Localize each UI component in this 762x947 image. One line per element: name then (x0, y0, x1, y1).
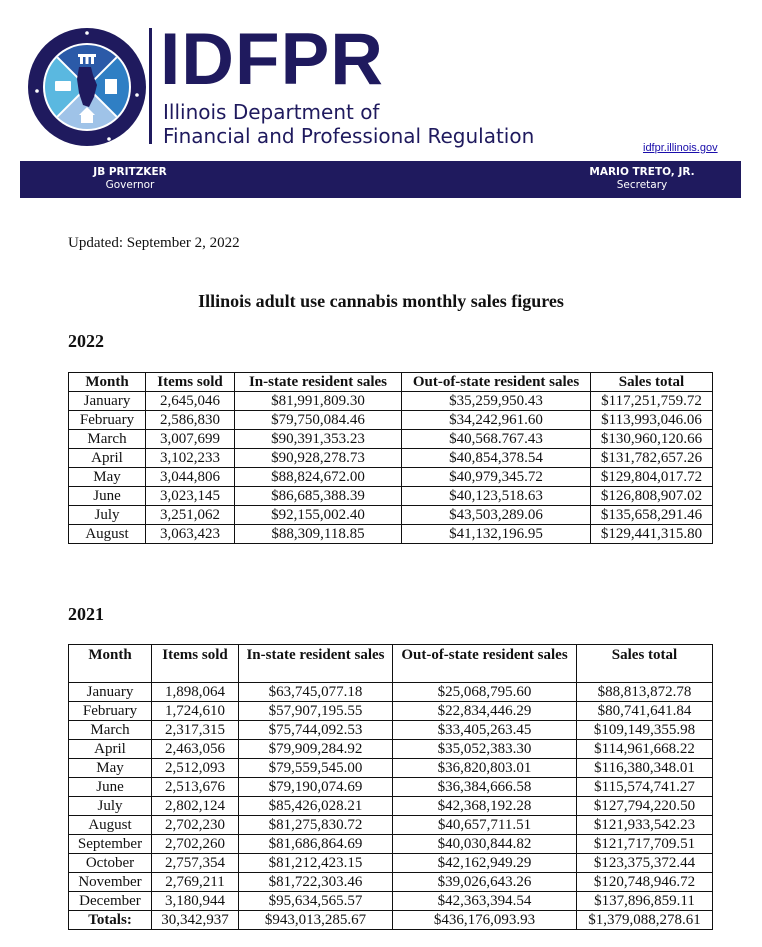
table-row (69, 468, 713, 487)
cell-items-sold: 3,007,699 (146, 430, 235, 449)
cell-sales-total: $115,574,741.27 (577, 778, 713, 797)
cell-month: March (69, 721, 152, 740)
cell-out-of-state-sales: $40,979,345.72 (402, 468, 591, 487)
idfpr-seal-logo (27, 27, 147, 147)
cell-items-sold: 3,023,145 (146, 487, 235, 506)
table-row (69, 797, 713, 816)
cell-month: January (69, 683, 152, 702)
governor-title: Governor (105, 179, 155, 191)
table-header-row (69, 373, 713, 392)
column-header-in-state-sales: In-state resident sales (235, 373, 402, 392)
cell-items-sold: 2,702,260 (152, 835, 239, 854)
cell-month: June (69, 487, 146, 506)
table-row (69, 835, 713, 854)
table-row (69, 778, 713, 797)
document-title-text: Illinois adult use cannabis monthly sales figures (198, 291, 564, 311)
sales-table-2022 (68, 372, 713, 544)
cell-items-sold: 2,757,354 (152, 854, 239, 873)
cell-month: December (69, 892, 152, 911)
cell-out-of-state-sales: $39,026,643.26 (393, 873, 577, 892)
totals-row (69, 911, 713, 930)
cell-in-state-sales: $95,634,565.57 (239, 892, 393, 911)
cell-month: October (69, 854, 152, 873)
cell-sales-total: $116,380,348.01 (577, 759, 713, 778)
cell-items-sold: 2,769,211 (152, 873, 239, 892)
cell-in-state-sales: $85,426,028.21 (239, 797, 393, 816)
cell-in-state-sales: $81,991,809.30 (235, 392, 402, 411)
table-row (69, 892, 713, 911)
cell-out-of-state-sales: $43,503,289.06 (402, 506, 591, 525)
cell-in-state-sales: $81,686,864.69 (239, 835, 393, 854)
column-header-sales-total: Sales total (591, 373, 713, 392)
cell-month: January (69, 392, 146, 411)
cell-in-state-sales: $75,744,092.53 (239, 721, 393, 740)
cell-sales-total: $123,375,372.44 (577, 854, 713, 873)
cell-items-sold: 2,513,676 (152, 778, 239, 797)
cell-items-sold: 2,463,056 (152, 740, 239, 759)
cell-sales-total: $113,993,046.06 (591, 411, 713, 430)
cell-month: February (69, 702, 152, 721)
cell-out-of-state-sales: $33,405,263.45 (393, 721, 577, 740)
cell-sales-total: $120,748,946.72 (577, 873, 713, 892)
sales-table-2021 (68, 644, 713, 930)
cell-in-state-sales: $81,275,830.72 (239, 816, 393, 835)
cell-out-of-state-sales: $42,363,394.54 (393, 892, 577, 911)
cell-month: July (69, 506, 146, 525)
column-header-out-of-state-sales: Out-of-state resident sales (393, 645, 577, 683)
cell-out-of-state-sales: $40,568.767.43 (402, 430, 591, 449)
header-divider (149, 28, 152, 144)
cell-sales-total: $137,896,859.11 (577, 892, 713, 911)
column-header-sales-total: Sales total (577, 645, 713, 683)
cell-in-state-sales: $63,745,077.18 (239, 683, 393, 702)
column-header-out-of-state-sales: Out-of-state resident sales (402, 373, 591, 392)
website-link[interactable]: idfpr.illinois.gov (643, 142, 718, 154)
table-row (69, 873, 713, 892)
column-header-items-sold: Items sold (152, 645, 239, 683)
total-in-state-sales: $943,013,285.67 (239, 911, 393, 930)
cell-items-sold: 2,702,230 (152, 816, 239, 835)
cell-in-state-sales: $79,190,074.69 (239, 778, 393, 797)
cell-sales-total: $88,813,872.78 (577, 683, 713, 702)
cell-in-state-sales: $81,722,303.46 (239, 873, 393, 892)
column-header-in-state-sales: In-state resident sales (239, 645, 393, 683)
table-row (69, 759, 713, 778)
cell-items-sold: 2,645,046 (146, 392, 235, 411)
cell-items-sold: 3,102,233 (146, 449, 235, 468)
cell-items-sold: 3,251,062 (146, 506, 235, 525)
table-row (69, 721, 713, 740)
cell-items-sold: 2,512,093 (152, 759, 239, 778)
cell-month: February (69, 411, 146, 430)
cell-items-sold: 3,180,944 (152, 892, 239, 911)
column-header-month: Month (69, 645, 152, 683)
cell-sales-total: $129,441,315.80 (591, 525, 713, 544)
department-line-1: Illinois Department of (163, 100, 380, 124)
column-header-month: Month (69, 373, 146, 392)
secretary-title: Secretary (616, 179, 668, 191)
table-row (69, 449, 713, 468)
table-row (69, 392, 713, 411)
cell-sales-total: $80,741,641.84 (577, 702, 713, 721)
cell-month: May (69, 468, 146, 487)
totals-label: Totals: (69, 911, 152, 930)
cell-out-of-state-sales: $40,657,711.51 (393, 816, 577, 835)
cell-month: April (69, 449, 146, 468)
cell-out-of-state-sales: $34,242,961.60 (402, 411, 591, 430)
table-header-row (69, 645, 713, 683)
table-row (69, 487, 713, 506)
cell-sales-total: $130,960,120.66 (591, 430, 713, 449)
cell-in-state-sales: $88,824,672.00 (235, 468, 402, 487)
table-row (69, 430, 713, 449)
year-heading-2022: 2022 (68, 331, 104, 351)
table-row (69, 854, 713, 873)
cell-items-sold: 3,044,806 (146, 468, 235, 487)
cell-sales-total: $109,149,355.98 (577, 721, 713, 740)
table-row (69, 683, 713, 702)
table-row (69, 411, 713, 430)
department-line-2: Financial and Professional Regulation (163, 124, 535, 148)
governor-name: JB PRITZKER (93, 166, 167, 178)
cell-out-of-state-sales: $35,052,383.30 (393, 740, 577, 759)
cell-out-of-state-sales: $40,123,518.63 (402, 487, 591, 506)
brand-wordmark: IDFPR (160, 19, 384, 100)
total-sales: $1,379,088,278.61 (577, 911, 713, 930)
cell-sales-total: $135,658,291.46 (591, 506, 713, 525)
secretary-block (577, 166, 707, 192)
cell-items-sold: 2,317,315 (152, 721, 239, 740)
cell-out-of-state-sales: $41,132,196.95 (402, 525, 591, 544)
cell-sales-total: $127,794,220.50 (577, 797, 713, 816)
cell-out-of-state-sales: $40,854,378.54 (402, 449, 591, 468)
cell-in-state-sales: $88,309,118.85 (235, 525, 402, 544)
table-row (69, 506, 713, 525)
cell-in-state-sales: $86,685,388.39 (235, 487, 402, 506)
cell-out-of-state-sales: $42,368,192.28 (393, 797, 577, 816)
cell-sales-total: $114,961,668.22 (577, 740, 713, 759)
cell-month: June (69, 778, 152, 797)
cell-out-of-state-sales: $22,834,446.29 (393, 702, 577, 721)
cell-items-sold: 3,063,423 (146, 525, 235, 544)
cell-in-state-sales: $90,928,278.73 (235, 449, 402, 468)
cell-month: July (69, 797, 152, 816)
cell-in-state-sales: $90,391,353.23 (235, 430, 402, 449)
cell-out-of-state-sales: $42,162,949.29 (393, 854, 577, 873)
secretary-name: MARIO TRETO, JR. (589, 166, 695, 178)
cell-out-of-state-sales: $36,384,666.58 (393, 778, 577, 797)
table-row (69, 525, 713, 544)
cell-in-state-sales: $79,909,284.92 (239, 740, 393, 759)
total-out-of-state-sales: $436,176,093.93 (393, 911, 577, 930)
updated-date: Updated: September 2, 2022 (68, 235, 240, 251)
table-row (69, 816, 713, 835)
cell-sales-total: $126,808,907.02 (591, 487, 713, 506)
department-name (163, 100, 534, 148)
cell-in-state-sales: $57,907,195.55 (239, 702, 393, 721)
cell-out-of-state-sales: $40,030,844.82 (393, 835, 577, 854)
column-header-items-sold: Items sold (146, 373, 235, 392)
cell-in-state-sales: $92,155,002.40 (235, 506, 402, 525)
cell-sales-total: $129,804,017.72 (591, 468, 713, 487)
cell-out-of-state-sales: $35,259,950.43 (402, 392, 591, 411)
cell-items-sold: 2,802,124 (152, 797, 239, 816)
cell-items-sold: 1,724,610 (152, 702, 239, 721)
table-row (69, 740, 713, 759)
cell-in-state-sales: $79,750,084.46 (235, 411, 402, 430)
cell-month: May (69, 759, 152, 778)
cell-out-of-state-sales: $36,820,803.01 (393, 759, 577, 778)
cell-in-state-sales: $81,212,423.15 (239, 854, 393, 873)
cell-in-state-sales: $79,559,545.00 (239, 759, 393, 778)
total-items-sold: 30,342,937 (152, 911, 239, 930)
year-heading-2021: 2021 (68, 604, 104, 624)
cell-out-of-state-sales: $25,068,795.60 (393, 683, 577, 702)
governor-block (70, 166, 190, 192)
cell-sales-total: $117,251,759.72 (591, 392, 713, 411)
cell-items-sold: 1,898,064 (152, 683, 239, 702)
document-title (0, 291, 762, 312)
cell-sales-total: $121,717,709.51 (577, 835, 713, 854)
cell-month: September (69, 835, 152, 854)
cell-items-sold: 2,586,830 (146, 411, 235, 430)
cell-month: August (69, 816, 152, 835)
cell-month: March (69, 430, 146, 449)
cell-month: August (69, 525, 146, 544)
officials-banner (20, 161, 741, 198)
table-row (69, 702, 713, 721)
cell-month: November (69, 873, 152, 892)
cell-sales-total: $131,782,657.26 (591, 449, 713, 468)
cell-month: April (69, 740, 152, 759)
cell-sales-total: $121,933,542.23 (577, 816, 713, 835)
